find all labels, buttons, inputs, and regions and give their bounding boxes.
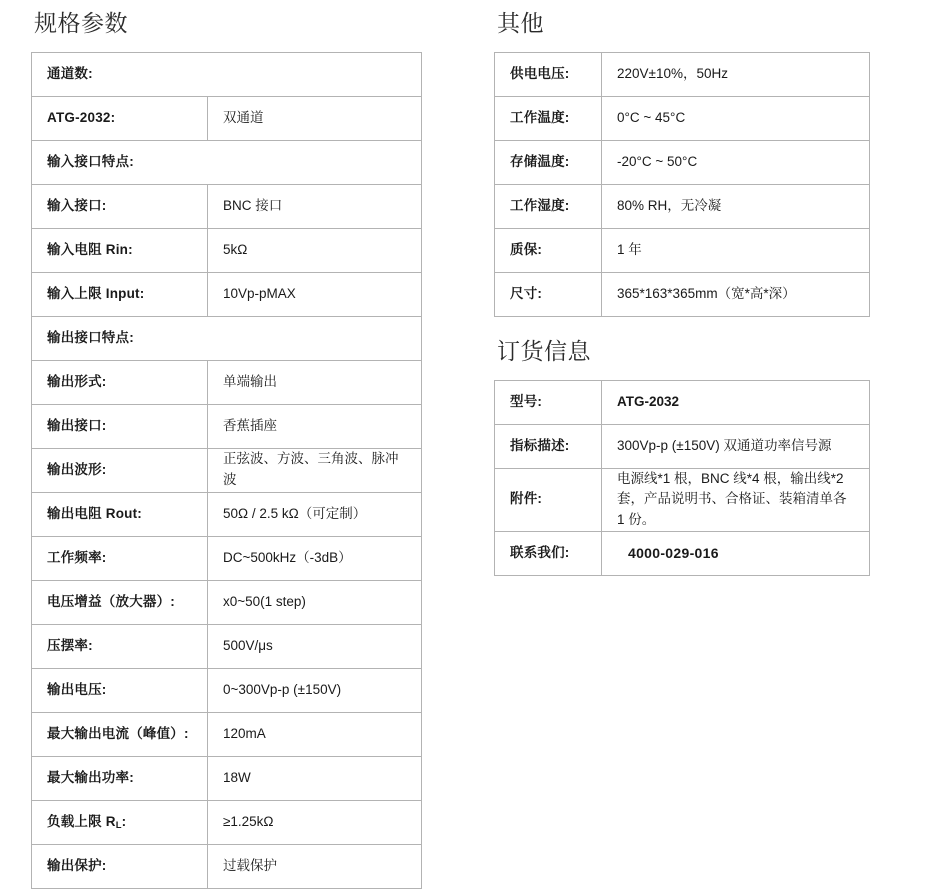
row-label: 负载上限 $R_L$: — [32, 800, 208, 844]
left-column — [31, 0, 421, 889]
row-label: ATG-2032: — [32, 96, 208, 140]
row-value: 300Vp-p (±150V) 双通道功率信号源 — [602, 424, 870, 468]
table-row — [32, 536, 422, 580]
table-row — [495, 52, 870, 96]
row-label: 压摆率: — [32, 624, 208, 668]
table-row — [32, 360, 422, 404]
table-row — [32, 668, 422, 712]
row-value: ≥1.25kΩ — [208, 800, 422, 844]
row-value: 80% RH，无冷凝 — [602, 184, 870, 228]
table-row — [32, 624, 422, 668]
row-label: 最大输出电流（峰值）: — [32, 712, 208, 756]
row-label: 供电电压: — [495, 52, 602, 96]
row-value: 5kΩ — [208, 228, 422, 272]
row-value: ATG-2032 — [602, 380, 870, 424]
row-label: 联系我们: — [495, 532, 602, 576]
row-label: 输出电压: — [32, 668, 208, 712]
row-label: 质保: — [495, 228, 602, 272]
table-row — [32, 580, 422, 624]
table-row — [32, 96, 422, 140]
row-value: 单端输出 — [208, 360, 422, 404]
row-value: 过载保护 — [208, 844, 422, 888]
row-value: 香蕉插座 — [208, 404, 422, 448]
table-row — [32, 272, 422, 316]
row-label: 输出形式: — [32, 360, 208, 404]
table-row — [32, 404, 422, 448]
table-row — [495, 468, 870, 532]
spec-parameters-table — [31, 52, 422, 889]
row-label: 输入电阻 Rin: — [32, 228, 208, 272]
table-row — [495, 140, 870, 184]
table-row — [495, 424, 870, 468]
row-value: 电源线*1 根，BNC 线*4 根，输出线*2 套，产品说明书、合格证、装箱清单各 1 份。 — [602, 468, 870, 532]
row-value: 220V±10%，50Hz — [602, 52, 870, 96]
row-value: 正弦波、方波、三角波、脉冲波 — [208, 448, 422, 492]
row-value: 50Ω / 2.5 kΩ（可定制） — [208, 492, 422, 536]
row-label: 附件: — [495, 468, 602, 532]
row-label: 输入接口特点: — [32, 140, 422, 184]
other-table-body — [495, 52, 870, 316]
row-label: 型号: — [495, 380, 602, 424]
table-row — [495, 228, 870, 272]
table-row — [32, 800, 422, 844]
table-row — [32, 492, 422, 536]
row-value: x0~50(1 step) — [208, 580, 422, 624]
row-value: -20°C ~ 50°C — [602, 140, 870, 184]
table-row — [32, 756, 422, 800]
row-label: 输出电阻 Rout: — [32, 492, 208, 536]
row-value: 500V/μs — [208, 624, 422, 668]
table-row — [32, 52, 422, 96]
row-label: 尺寸: — [495, 272, 602, 316]
table-row — [32, 844, 422, 888]
row-value: 10Vp-pMAX — [208, 272, 422, 316]
row-label: 最大输出功率: — [32, 756, 208, 800]
table-row — [495, 184, 870, 228]
row-value: 0~300Vp-p (±150V) — [208, 668, 422, 712]
page-title-other: 其他 — [497, 10, 544, 36]
row-value: 0°C ~ 45°C — [602, 96, 870, 140]
row-label: 工作频率: — [32, 536, 208, 580]
table-row — [495, 272, 870, 316]
page-title-spec: 规格参数 — [34, 10, 128, 36]
subscript: L — [115, 820, 122, 832]
row-value: 双通道 — [208, 96, 422, 140]
table-row — [32, 228, 422, 272]
table-row — [32, 712, 422, 756]
right-column — [494, 0, 869, 576]
row-label: 输出保护: — [32, 844, 208, 888]
ordering-info-table — [494, 380, 870, 577]
row-label: 指标描述: — [495, 424, 602, 468]
row-label: 电压增益（放大器）: — [32, 580, 208, 624]
row-label: 输入上限 Input: — [32, 272, 208, 316]
page-title-order: 订货信息 — [497, 337, 591, 364]
table-row — [495, 532, 870, 576]
row-value: DC~500kHz（-3dB） — [208, 536, 422, 580]
table-row — [495, 380, 870, 424]
row-label: 输出波形: — [32, 448, 208, 492]
row-label: 输出接口特点: — [32, 316, 422, 360]
row-label: 工作湿度: — [495, 184, 602, 228]
row-value: 1 年 — [602, 228, 870, 272]
row-value: 4000-029-016 — [602, 532, 870, 576]
row-label: 输入接口: — [32, 184, 208, 228]
row-label: 存储温度: — [495, 140, 602, 184]
other-specs-table — [494, 52, 870, 317]
table-row — [32, 316, 422, 360]
table-row — [32, 140, 422, 184]
table-row — [32, 184, 422, 228]
spec-table-body — [32, 52, 422, 888]
row-value: 365*163*365mm（宽*高*深） — [602, 272, 870, 316]
row-label: 输出接口: — [32, 404, 208, 448]
row-label: 通道数: — [32, 52, 422, 96]
row-value: BNC 接口 — [208, 184, 422, 228]
row-value: 120mA — [208, 712, 422, 756]
row-label: 工作温度: — [495, 96, 602, 140]
row-value: 18W — [208, 756, 422, 800]
table-row — [32, 448, 422, 492]
table-row — [495, 96, 870, 140]
order-table-body — [495, 380, 870, 576]
